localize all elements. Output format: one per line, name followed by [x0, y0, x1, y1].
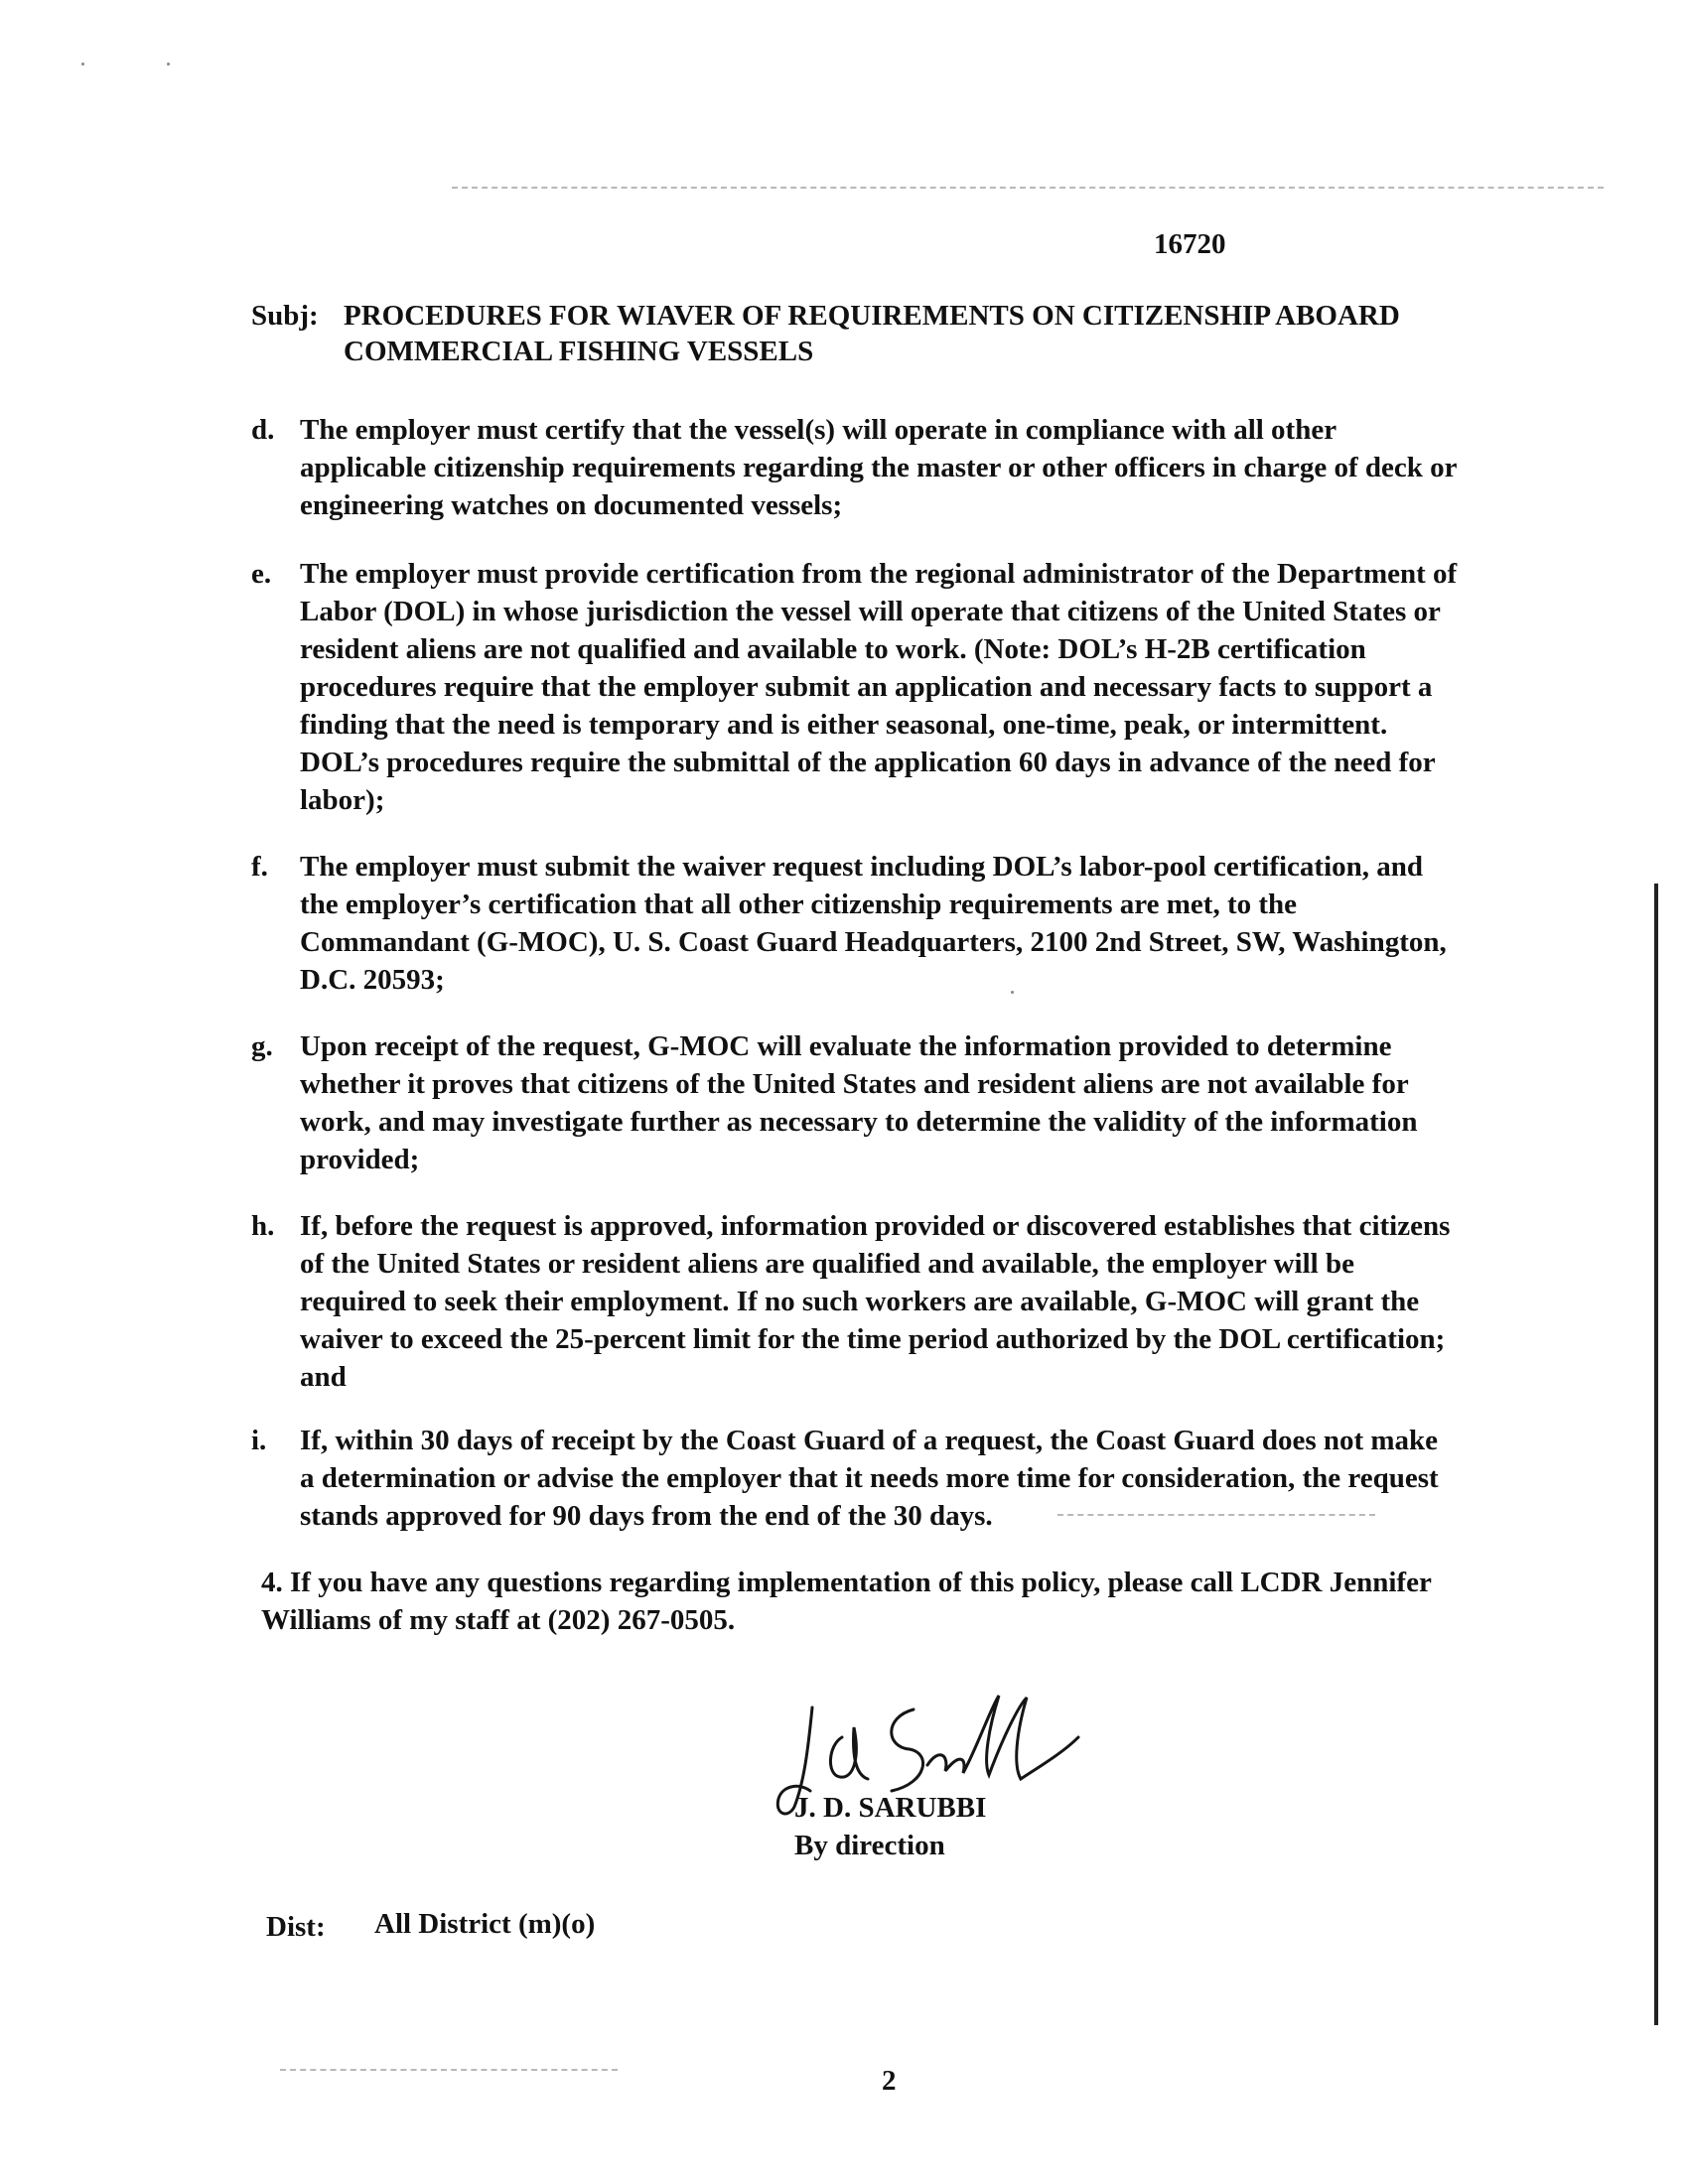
text-line: stands approved for 90 days from the end of the 30 days. [300, 1500, 993, 1532]
scan-artifact-edge [1654, 884, 1658, 2025]
text-line: whether it proves that citizens of the United States and resident aliens are not available for [300, 1068, 1409, 1100]
scan-artifact-rule-top [452, 187, 1604, 189]
text-line: engineering watches on documented vessels; [300, 489, 843, 521]
list-item-text [300, 1207, 1521, 1396]
text-line: DOL’s procedures require the submittal of the application 60 days in advance of the need for [300, 747, 1436, 778]
list-item-text [300, 848, 1521, 999]
list-item-letter: e. [251, 558, 272, 590]
signer-name: J. D. SARUBBI [794, 1792, 987, 1824]
file-number: 16720 [1154, 228, 1226, 260]
scan-artifact-rule-bottom [280, 2069, 618, 2071]
text-line: finding that the need is temporary and is either seasonal, one-time, peak, or intermittent. [300, 709, 1388, 741]
list-item-text [300, 411, 1521, 524]
text-line: a determination or advise the employer that it needs more time for consideration, the request [300, 1462, 1439, 1494]
list-item-letter: g. [251, 1030, 273, 1062]
page-number: 2 [882, 2065, 897, 2097]
text-line: the employer’s certification that all other citizenship requirements are met, to the [300, 888, 1298, 920]
text-line: 4. If you have any questions regarding implementation of this policy, please call LCDR Jennifer [261, 1567, 1432, 1598]
closing-paragraph [261, 1564, 1492, 1639]
text-line: Upon receipt of the request, G-MOC will evaluate the information provided to determine [300, 1030, 1392, 1062]
list-item-letter: i. [251, 1425, 267, 1456]
text-line: Commandant (G-MOC), U. S. Coast Guard Headquarters, 2100 2nd Street, SW, Washington, [300, 926, 1447, 958]
list-item-letter: d. [251, 414, 275, 446]
text-line: Labor (DOL) in whose jurisdiction the vessel will operate that citizens of the United States or [300, 596, 1441, 627]
text-line: The employer must certify that the vessel(s) will operate in compliance with all other [300, 414, 1337, 446]
list-item-text [300, 1422, 1521, 1535]
text-line: labor); [300, 784, 385, 816]
subject-line: COMMERCIAL FISHING VESSELS [344, 336, 814, 367]
text-line: of the United States or resident aliens are qualified and available, the employer will be [300, 1248, 1354, 1280]
signer-role: By direction [794, 1830, 945, 1861]
text-line: The employer must submit the waiver request including DOL’s labor-pool certification, and [300, 851, 1424, 883]
text-line: applicable citizenship requirements regarding the master or other officers in charge of deck or [300, 452, 1458, 483]
distribution-value: All District (m)(o) [374, 1908, 596, 1940]
text-line: resident aliens are not qualified and available to work. (Note: DOL’s H-2B certification [300, 633, 1366, 665]
text-line: and [300, 1361, 347, 1393]
text-line: If, within 30 days of receipt by the Coast Guard of a request, the Coast Guard does not make [300, 1425, 1439, 1456]
list-item-letter: h. [251, 1210, 275, 1242]
text-line: work, and may investigate further as necessary to determine the validity of the information [300, 1106, 1418, 1138]
text-line: Williams of my staff at (202) 267-0505. [261, 1604, 736, 1636]
subject-text [344, 298, 1535, 369]
text-line: If, before the request is approved, information provided or discovered establishes that citizens [300, 1210, 1451, 1242]
subject-line: PROCEDURES FOR WIAVER OF REQUIREMENTS ON CITIZENSHIP ABOARD [344, 300, 1400, 332]
text-line: The employer must provide certification from the regional administrator of the Department of [300, 558, 1458, 590]
list-item-text [300, 555, 1521, 819]
text-line: D.C. 20593; [300, 964, 445, 996]
text-line: procedures require that the employer submit an application and necessary facts to support a [300, 671, 1433, 703]
list-item-text [300, 1027, 1521, 1178]
subject-label: Subj: [251, 300, 319, 332]
scan-speck [81, 63, 84, 66]
text-line: provided; [300, 1144, 420, 1175]
list-item-letter: f. [251, 851, 268, 883]
scan-speck [167, 63, 170, 66]
text-line: waiver to exceed the 25-percent limit for the time period authorized by the DOL certification; [300, 1323, 1446, 1355]
text-line: required to seek their employment. If no such workers are available, G-MOC will grant the [300, 1286, 1420, 1317]
distribution-label: Dist: [266, 1911, 326, 1943]
